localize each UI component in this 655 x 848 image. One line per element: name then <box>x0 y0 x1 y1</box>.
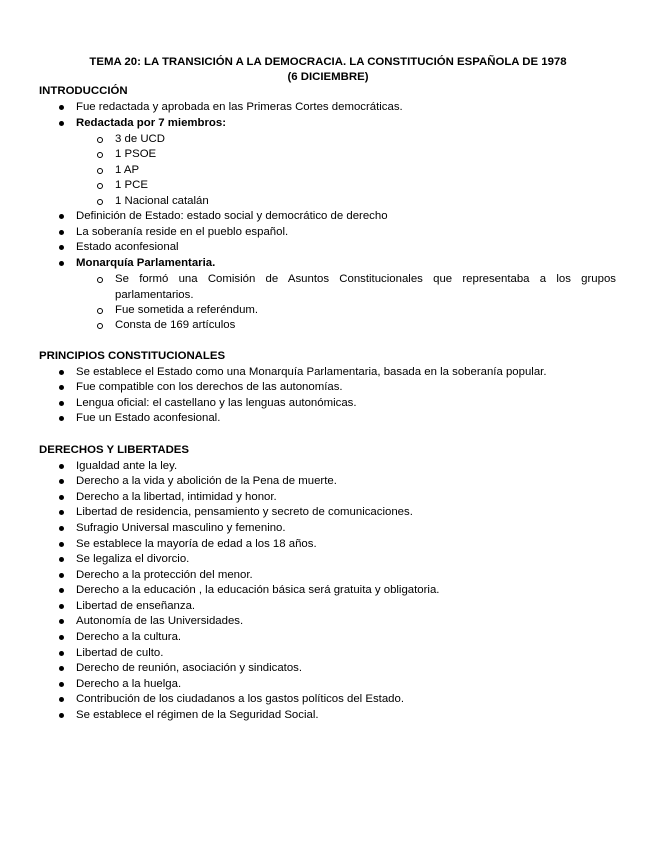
right-item: Se establece la mayoría de edad a los 18 años. <box>76 538 317 550</box>
bullet-icon <box>59 666 64 671</box>
bullet-icon <box>59 651 64 656</box>
bullet-icon <box>59 604 64 609</box>
bullet-icon <box>59 557 64 562</box>
intro-item: La soberanía reside en el pueblo español. <box>76 226 289 238</box>
bullet-icon <box>59 121 64 126</box>
circle-bullet-icon <box>97 308 103 314</box>
bullet-icon <box>59 464 64 469</box>
right-item: Igualdad ante la ley. <box>76 460 178 472</box>
intro-heading: INTRODUCCIÓN <box>39 85 128 97</box>
intro-item: Monarquía Parlamentaria. <box>76 257 216 269</box>
bullet-icon <box>59 526 64 531</box>
principle-item: Lengua oficial: el castellano y las lenguas autonómicas. <box>76 397 357 409</box>
principle-item: Fue un Estado aconfesional. <box>76 412 221 424</box>
intro-item: Estado aconfesional <box>76 241 179 253</box>
intro-item: Definición de Estado: estado social y democrático de derecho <box>76 210 388 222</box>
bullet-icon <box>59 510 64 515</box>
bullet-icon <box>59 495 64 500</box>
bullet-icon <box>59 385 64 390</box>
monarchy-item: Se formó una Comisión de Asuntos Constitucionales que representaba a los grupos parlamentarios. <box>115 273 616 301</box>
bullet-icon <box>59 230 64 235</box>
right-item: Derecho a la huelga. <box>76 678 182 690</box>
circle-bullet-icon <box>97 183 103 189</box>
monarchy-item: Fue sometida a referéndum. <box>115 304 259 316</box>
principles-heading: PRINCIPIOS CONSTITUCIONALES <box>39 350 226 362</box>
title-line-2: (6 DICIEMBRE) <box>287 71 369 83</box>
circle-bullet-icon <box>97 323 103 329</box>
right-item: Se legaliza el divorcio. <box>76 553 190 565</box>
circle-bullet-icon <box>97 199 103 205</box>
intro-item: Redactada por 7 miembros: <box>76 117 227 129</box>
monarchy-item: Consta de 169 artículos <box>115 319 236 331</box>
bullet-icon <box>59 573 64 578</box>
right-item: Autonomía de las Universidades. <box>76 615 244 627</box>
bullet-icon <box>59 416 64 421</box>
member-item: 1 AP <box>115 164 140 176</box>
bullet-icon <box>59 713 64 718</box>
document-title <box>40 55 616 85</box>
bullet-icon <box>59 682 64 687</box>
member-item: 1 Nacional catalán <box>115 195 209 207</box>
circle-bullet-icon <box>97 277 103 283</box>
circle-bullet-icon <box>97 152 103 158</box>
right-item: Derecho a la protección del menor. <box>76 569 253 581</box>
circle-bullet-icon <box>97 168 103 174</box>
bullet-icon <box>59 588 64 593</box>
right-item: Derecho de reunión, asociación y sindicatos. <box>76 662 303 674</box>
title-line-1: TEMA 20: LA TRANSICIÓN A LA DEMOCRACIA. LA CONSTITUCIÓN ESPAÑOLA DE 1978 <box>89 56 567 68</box>
intro-item: Fue redactada y aprobada en las Primeras Cortes democráticas. <box>76 101 403 113</box>
right-item: Libertad de residencia, pensamiento y secreto de comunicaciones. <box>76 506 413 518</box>
principle-item: Fue compatible con los derechos de las autonomías. <box>76 381 343 393</box>
right-item: Se establece el régimen de la Seguridad Social. <box>76 709 319 721</box>
member-item: 1 PCE <box>115 179 148 191</box>
member-item: 3 de UCD <box>115 133 166 145</box>
bullet-icon <box>59 479 64 484</box>
bullet-icon <box>59 542 64 547</box>
right-item: Derecho a la educación , la educación básica será gratuita y obligatoria. <box>76 584 440 596</box>
rights-heading: DERECHOS Y LIBERTADES <box>39 444 190 456</box>
right-item: Derecho a la libertad, intimidad y honor. <box>76 491 277 503</box>
bullet-icon <box>59 261 64 266</box>
right-item: Sufragio Universal masculino y femenino. <box>76 522 286 534</box>
bullet-icon <box>59 245 64 250</box>
bullet-icon <box>59 105 64 110</box>
bullet-icon <box>59 401 64 406</box>
right-item: Derecho a la vida y abolición de la Pena de muerte. <box>76 475 337 487</box>
principle-item: Se establece el Estado como una Monarquía Parlamentaria, basada en la soberanía popular. <box>76 366 547 378</box>
bullet-icon <box>59 214 64 219</box>
member-item: 1 PSOE <box>115 148 157 160</box>
bullet-icon <box>59 635 64 640</box>
right-item: Contribución de los ciudadanos a los gastos políticos del Estado. <box>76 693 404 705</box>
bullet-icon <box>59 370 64 375</box>
bullet-icon <box>59 697 64 702</box>
right-item: Derecho a la cultura. <box>76 631 182 643</box>
circle-bullet-icon <box>97 137 103 143</box>
right-item: Libertad de enseñanza. <box>76 600 196 612</box>
right-item: Libertad de culto. <box>76 647 164 659</box>
bullet-icon <box>59 619 64 624</box>
